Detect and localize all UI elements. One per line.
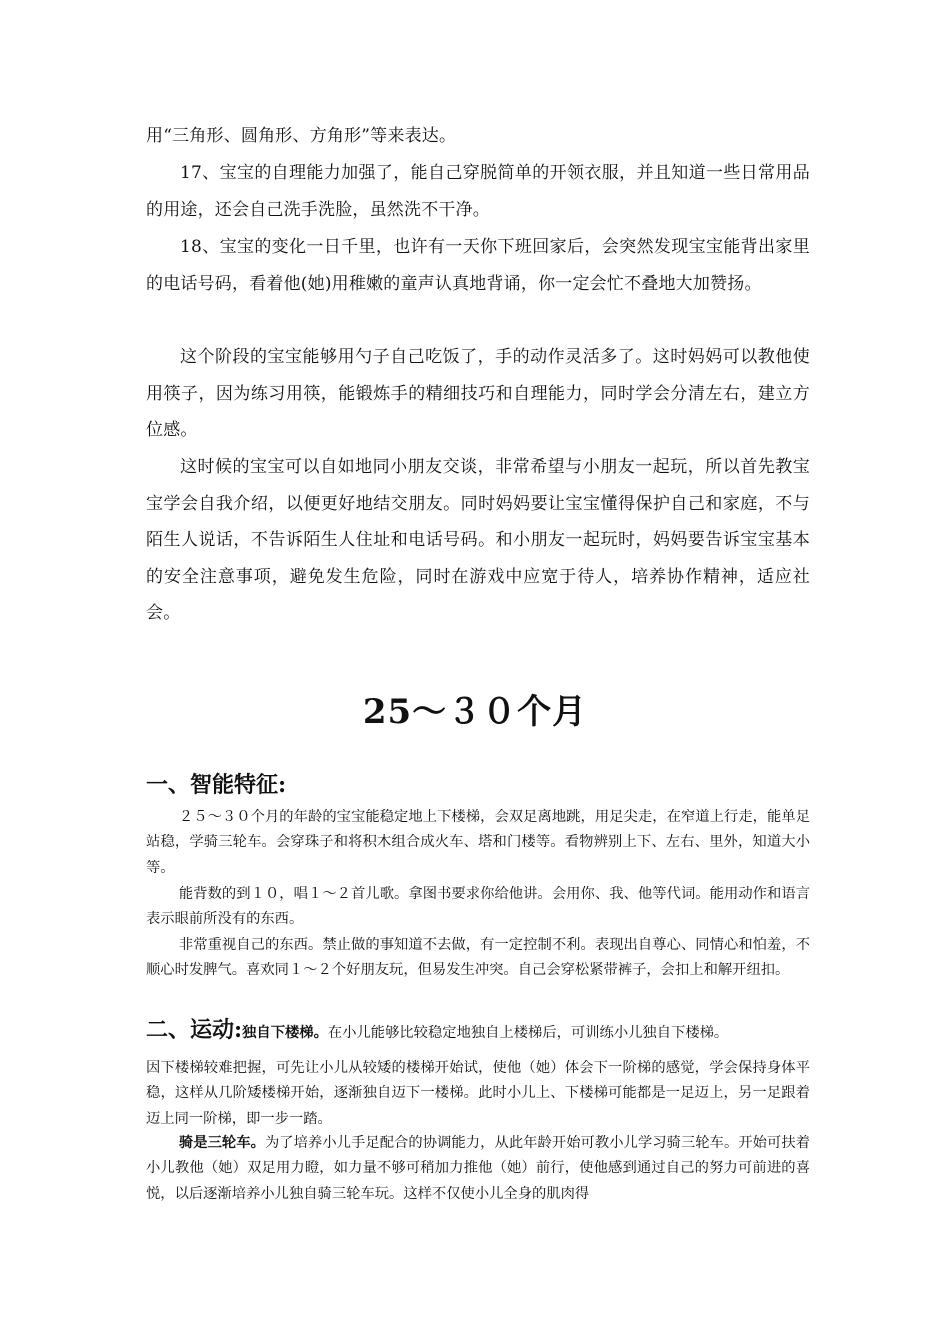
paragraph-text: 在小儿能够比较稳定地独自上楼梯后，可训练小儿独自下楼梯。 bbox=[327, 1025, 729, 1041]
paragraph bbox=[146, 1131, 810, 1207]
paragraph: 用“三角形、圆角形、方角形”等来表达。 bbox=[146, 126, 457, 146]
paragraph: 18、宝宝的变化一日千里，也许有一天你下班回家后，会突然发现宝宝能背出家里的电话号码，看着他(她)用稚嫩的童声认真地背诵，你一定会忙不叠地大加赞扬。 bbox=[146, 237, 810, 294]
subheading: 骑是三轮车。 bbox=[178, 1135, 265, 1151]
section-heading: 一、智能特征: bbox=[146, 772, 287, 798]
paragraph: 这个阶段的宝宝能够用勺子自己吃饭了，手的动作灵活多了。这时妈妈可以教他使用筷子，因为练习用筷，能锻炼手的精细技巧和自理能力，同时学会分清左右，建立方位感。 bbox=[146, 347, 810, 441]
page-title: 25～３０个月 bbox=[362, 692, 588, 732]
paragraph bbox=[146, 1018, 810, 1046]
subheading: 独自下楼梯。 bbox=[242, 1025, 328, 1041]
paragraph: 这时候的宝宝可以自如地同小朋友交谈，非常希望与小朋友一起玩，所以首先教宝宝学会自我介绍，以便更好地结交朋友。同时妈妈要让宝宝懂得保护自己和家庭，不与陌生人说话，不告诉陌生人住址和电话号码。和小朋友一起玩时，妈妈要告诉宝宝基本的安全注意事项，避免发生危险，同时在游戏中应宽于待人，培养协作精神，适应社会。 bbox=[146, 457, 810, 624]
paragraph: ２５～３０个月的年龄的宝宝能稳定地上下楼梯，会双足离地跳，用足尖走，在窄道上行走，能单足站稳，学骑三轮车。会穿珠子和将积木组合成火车、塔和门楼等。看物辨别上下、左右、里外，知道大小等。 bbox=[146, 809, 810, 876]
paragraph-text: 为了培养小儿手足配合的协调能力，从此年龄开始可教小儿学习骑三轮车。开始可扶着小儿教他（她）双足用力瞪，如力量不够可稍加力推他（她）前行，使他感到通过自己的努力可前进的喜悦，以后逐渐培养小儿独自骑三轮车玩。这样不仅使小儿全身的肌肉得 bbox=[146, 1135, 811, 1202]
paragraph: 非常重视自己的东西。禁止做的事知道不去做，有一定控制不利。表现出自尊心、同情心和怕羞，不顺心时发脾气。喜欢同１～２个好朋友玩，但易发生冲突。自己会穿松紧带裤子，会扣上和解开纽扣。 bbox=[146, 937, 810, 979]
section-heading: 二、运动: bbox=[146, 1017, 243, 1043]
paragraph: 因下楼梯较难把握，可先让小儿从较矮的楼梯开始试，使他（她）体会下一阶梯的感觉，学会保持身体平稳，这样从几阶矮楼梯开始，逐渐独自迈下一楼梯。此时小儿上、下楼梯可能都是一足迈上，另一足跟着迈上同一阶梯，即一步一踏。 bbox=[146, 1060, 810, 1127]
paragraph: 能背数的到１０，唱１～２首儿歌。拿图书要求你给他讲。会用你、我、他等代词。能用动作和语言表示眼前所没有的东西。 bbox=[146, 886, 810, 928]
paragraph: 17、宝宝的自理能力加强了，能自己穿脱简单的开领衣服，并且知道一些日常用品的用途，还会自己洗手洗脸，虽然洗不干净。 bbox=[146, 163, 810, 220]
